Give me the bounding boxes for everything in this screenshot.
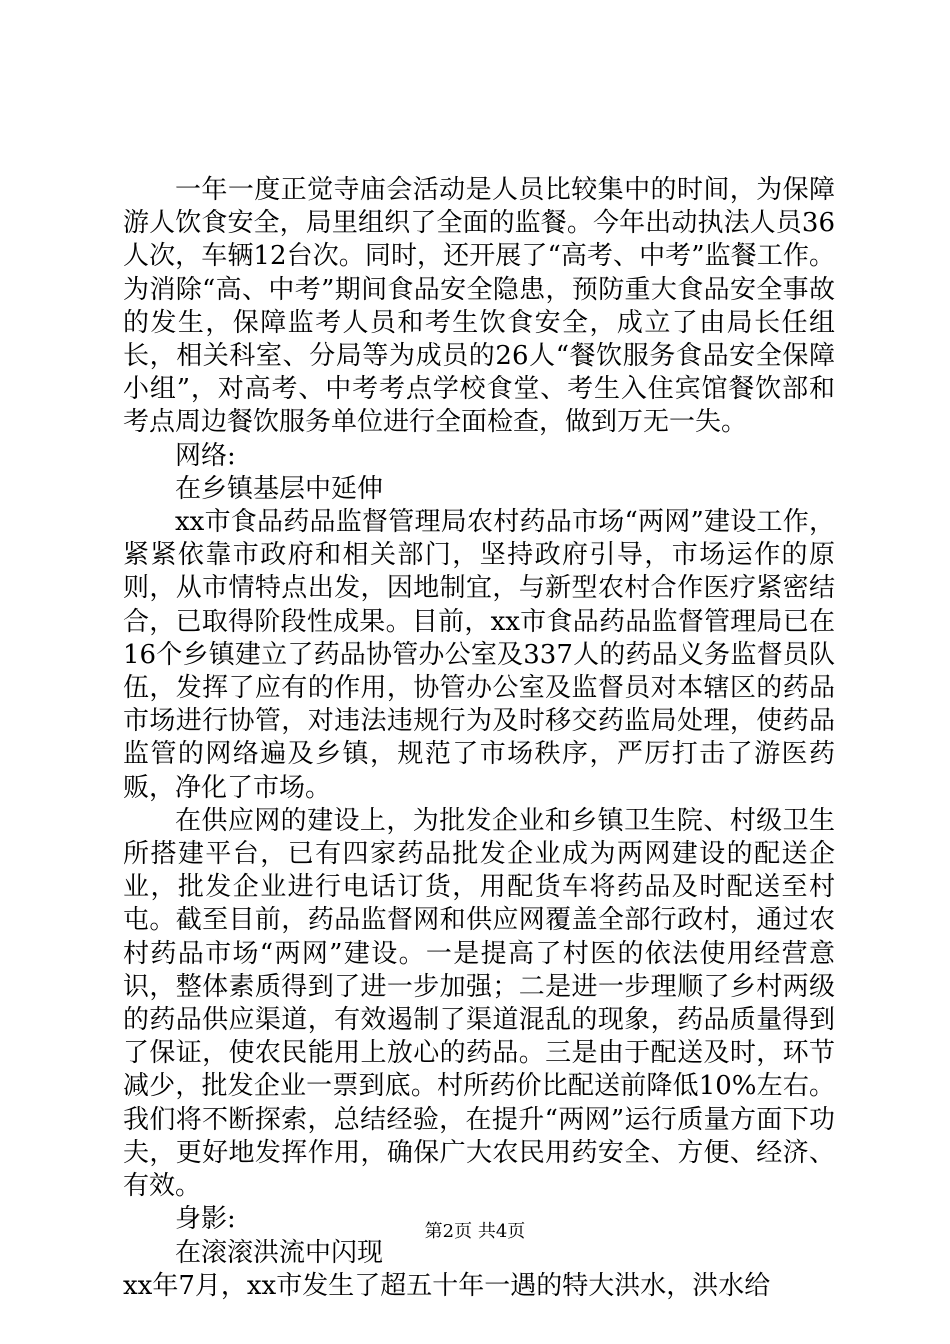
- paragraph-supply-network: 在供应网的建设上，为批发企业和乡镇卫生院、村级卫生所搭建平台，已有四家药品批发企业成为两网建设的配送企业，批发企业进行电话订货，用配货车将药品及时配送至村屯。截至目前，药品监督网和供应网覆盖全部行政村，通过农村药品市场“两网”建设。一是提高了村医的依法使用经营意识，整体素质得到了进一步加强；二是进一步理顺了乡村两级的药品供应渠道，有效遏制了渠道混乱的现象，药品质量得到了保证，使农民能用上放心的药品。三是由于配送及时，环节减少，批发企业一票到底。村所药价比配送前降低10%左右。我们将不断探索，总结经验，在提升“两网”运行质量方面下功夫，更好地发挥作用，确保广大农民用药安全、方便、经济、有效。: [123, 805, 835, 1202]
- section-subheading-flood: 在滚滚洪流中闪现: [175, 1237, 384, 1268]
- paragraph-two-networks: xx市食品药品监督管理局农村药品市场“两网”建设工作，紧紧依靠市政府和相关部门，坚持政府引导，市场运作的原则，从市情特点出发，因地制宜，与新型农村合作医疗紧密结合，已取得阶段性成果。目前，xx市食品药品监督管理局已在16个乡镇建立了药品协管办公室及337人的药品义务监督员队伍，发挥了应有的作用，协管办公室及监督员对本辖区的药品市场进行协管，对违法违规行为及时移交药监局处理，使药品监管的网络遍及乡镇，规范了市场秩序，严厉打击了游医药贩，净化了市场。: [123, 507, 835, 803]
- section-heading-network: 网络:: [175, 440, 236, 471]
- section-subheading-township: 在乡镇基层中延伸: [175, 473, 384, 504]
- paragraph-temple-fair: 一年一度正觉寺庙会活动是人员比较集中的时间，为保障游人饮食安全，局里组织了全面的监餐。今年出动执法人员36人次，车辆12台次。同时，还开展了“高考、中考”监餐工作。为消除“高、中考”期间食品安全隐患，预防重大食品安全事故的发生，保障监考人员和考生饮食安全，成立了由局长任组长，相关科室、分局等为成员的26人“餐饮服务食品安全保障小组”，对高考、中考考点学校食堂、考生入住宾馆餐饮部和考点周边餐饮服务单位进行全面检查，做到万无一失。: [123, 175, 835, 438]
- page-number-footer: 第2页 共4页: [424, 1221, 526, 1242]
- section-heading-figure: 身影:: [175, 1204, 236, 1235]
- document-body: [123, 174, 835, 1303]
- paragraph-flood: xx年7月，xx市发生了超五十年一遇的特大洪水，洪水给: [123, 1270, 771, 1301]
